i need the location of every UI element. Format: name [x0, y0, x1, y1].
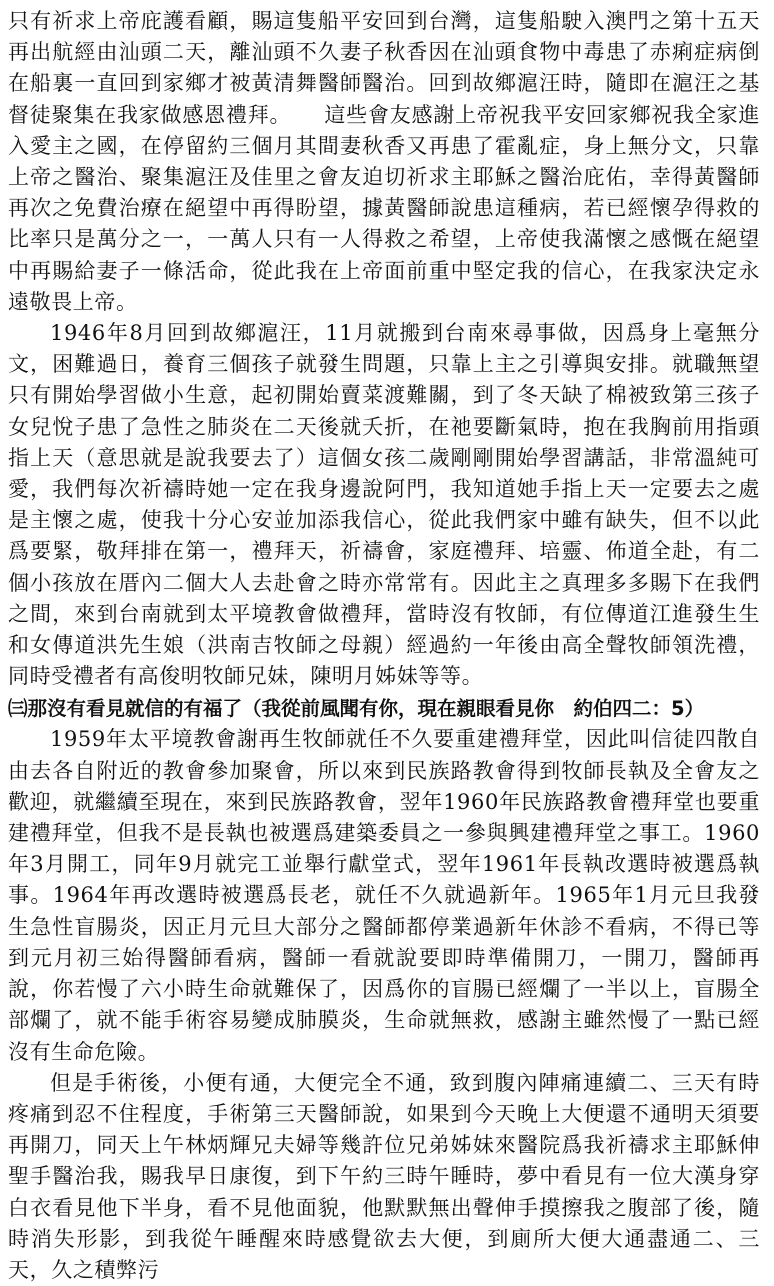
section-heading: ㈢那沒有看見就信的有福了（我從前風聞有你，現在親眼看見你 約伯四二：5） [8, 697, 705, 721]
paragraph-voyage-home: 只有祈求上帝庇護看顧，賜這隻船平安回到台灣，這隻船駛入澳門之第十五天再出航經由汕頭二天，離汕頭不久妻子秋香因在汕頭食物中毒患了赤痢症病倒在船裏一直回到家鄉才被黃清舞醫師醫治。回到故鄉滬汪時，隨即在滬汪之基督徒聚集在我家做感恩禮拜。 這些會友感謝上帝祝我平安回家鄉祝我全家進入愛主之國，在停留約三個月其間妻秋香又再患了霍亂症，身上無分文，只靠上帝之醫治、聚集滬汪及佳里之會友迫切祈求主耶穌之醫治庇佑，幸得黃醫師再次之免費治療在絕望中再得盼望，據黃醫師說患這種病，若已經懷孕得救的比率只是萬分之一，一萬人只有一人得救之希望，上帝使我滿懷之感慨在絕望中再賜給妻子一條活命，從此我在上帝面前重中堅定我的信心，在我家決定永遠敬畏上帝。 [8, 9, 760, 314]
paragraph-surgery-recovery: 但是手術後，小便有通，大便完全不通，致到腹內陣痛連續二、三天有時疼痛到忍不住程度，手術第三天醫師說，如果到今天晚上大便還不通明天須要再開刀，同天上午林炳輝兄夫婦等幾許位兄弟姊妹來醫院爲我祈禱求主耶穌伸聖手醫治我，賜我早日康復，到下午約三時午睡時，夢中看見有一位大漢身穿白衣看見他下半身，看不見他面貌，他默默無出聲伸手摸擦我之腹部了後，隨時消失形影，到我從午睡醒來時感覺欲去大便，到廁所大便大通盡通二、三天，久之積弊污 [8, 1070, 760, 1282]
paragraph-church-service: 1959年太平境教會謝再生牧師就任不久要重建禮拜堂，因此叫信徒四散自由去各自附近的教會參加聚會，所以來到民族路教會得到牧師長執及全會友之歡迎，就繼續至現在，來到民族路教會，翌年1960年民族路教會禮拜堂也要重建禮拜堂，但我不是長執也被選爲建築委員之一參與興建禮拜堂之事工。1960年3月開工，同年9月就完工並舉行獻堂式，翌年1961年長執改選時被選爲執事。1964年再改選時被選爲長老，就任不久就過新年。1965年1月元旦我發生急性盲腸炎，因正月元旦大部分之醫師都停業過新年休診不看病，不得已等到元月初三始得醫師看病，醫師一看就說要即時準備開刀，一開刀，醫師再說，你若慢了六小時生命就難保了，因爲你的盲腸已經爛了一半以上，盲腸全部爛了，就不能手術容易變成肺膜炎，生命就無救，感謝主雖然慢了一點已經沒有生命危險。 [8, 727, 760, 1064]
paragraph-move-to-tainan: 1946年8月回到故鄉滬汪，11月就搬到台南來尋事做，因爲身上毫無分文，困難過日，養育三個孩子就發生問題，只靠上主之引導與安排。就職無望只有開始學習做小生意，起初開始賣菜渡難關，到了冬天缺了棉被致第三孩子女兒悅子患了急性之肺炎在二天後就夭折，在祂要斷氣時，抱在我胸前用指頭指上天（意思就是說我要去了）這個女孩二歲剛剛開始學習講話，非常溫純可愛，我們每次祈禱時她一定在我身邊說阿門，我知道她手指上天一定要去之處是主懷之處，使我十分心安並加添我信心，從此我們家中雖有缺失，但不以此爲要緊，敬拜排在第一，禮拜天，祈禱會，家庭禮拜、培靈、佈道全赴，有二個小孩放在厝內二個大人去赴會之時亦常常有。因此主之真理多多賜下在我們之間，來到台南就到太平境教會做禮拜，當時沒有牧師，有位傳道江進發生生和女傳道洪先生娘（洪南吉牧師之母親）經過約一年後由高全聲牧師領洗禮，同時受禮者有高俊明牧師兄妹，陳明月姊妹等等。 [8, 321, 760, 689]
